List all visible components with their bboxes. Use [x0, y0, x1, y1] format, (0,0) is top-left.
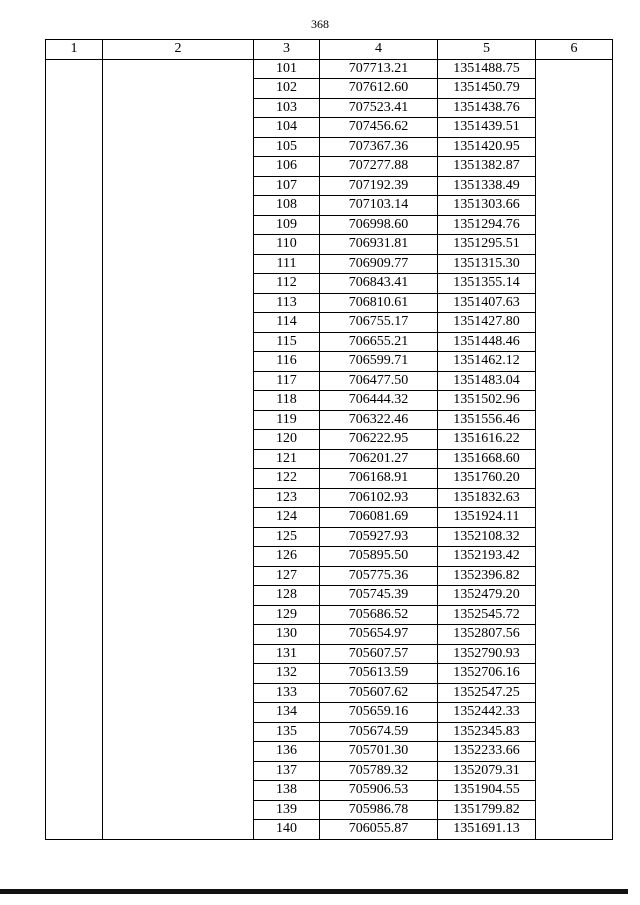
point-number-cell: 109	[254, 215, 320, 235]
y-coordinate-cell: 1352547.25	[438, 683, 536, 703]
x-coordinate-cell: 707192.39	[320, 176, 438, 196]
point-number-cell: 140	[254, 820, 320, 840]
x-coordinate-cell: 706755.17	[320, 313, 438, 333]
y-coordinate-cell: 1351295.51	[438, 235, 536, 255]
column-header-2: 2	[103, 40, 254, 60]
x-coordinate-cell: 706102.93	[320, 488, 438, 508]
point-number-cell: 123	[254, 488, 320, 508]
y-coordinate-cell: 1351691.13	[438, 820, 536, 840]
y-coordinate-cell: 1351315.30	[438, 254, 536, 274]
x-coordinate-cell: 705906.53	[320, 781, 438, 801]
point-number-cell: 124	[254, 508, 320, 528]
y-coordinate-cell: 1351488.75	[438, 59, 536, 79]
point-number-cell: 101	[254, 59, 320, 79]
point-number-cell: 138	[254, 781, 320, 801]
point-number-cell: 116	[254, 352, 320, 372]
x-coordinate-cell: 706843.41	[320, 274, 438, 294]
x-coordinate-cell: 706168.91	[320, 469, 438, 489]
point-number-cell: 131	[254, 644, 320, 664]
y-coordinate-cell: 1351462.12	[438, 352, 536, 372]
x-coordinate-cell: 705613.59	[320, 664, 438, 684]
x-coordinate-cell: 706998.60	[320, 215, 438, 235]
y-coordinate-cell: 1351799.82	[438, 800, 536, 820]
y-coordinate-cell: 1351294.76	[438, 215, 536, 235]
point-number-cell: 104	[254, 118, 320, 138]
point-number-cell: 134	[254, 703, 320, 723]
point-number-cell: 103	[254, 98, 320, 118]
y-coordinate-cell: 1351438.76	[438, 98, 536, 118]
x-coordinate-cell: 705927.93	[320, 527, 438, 547]
column-1-blank-cell	[46, 59, 103, 839]
x-coordinate-cell: 705607.57	[320, 644, 438, 664]
point-number-cell: 122	[254, 469, 320, 489]
column-header-6: 6	[536, 40, 613, 60]
point-number-cell: 121	[254, 449, 320, 469]
point-number-cell: 107	[254, 176, 320, 196]
y-coordinate-cell: 1351502.96	[438, 391, 536, 411]
point-number-cell: 128	[254, 586, 320, 606]
y-coordinate-cell: 1351427.80	[438, 313, 536, 333]
y-coordinate-cell: 1352442.33	[438, 703, 536, 723]
point-number-cell: 106	[254, 157, 320, 177]
x-coordinate-cell: 705775.36	[320, 566, 438, 586]
x-coordinate-cell: 706081.69	[320, 508, 438, 528]
y-coordinate-cell: 1352396.82	[438, 566, 536, 586]
x-coordinate-cell: 705674.59	[320, 722, 438, 742]
column-2-blank-cell	[103, 59, 254, 839]
x-coordinate-cell: 705607.62	[320, 683, 438, 703]
x-coordinate-cell: 707367.36	[320, 137, 438, 157]
y-coordinate-cell: 1352193.42	[438, 547, 536, 567]
x-coordinate-cell: 707713.21	[320, 59, 438, 79]
column-header-5: 5	[438, 40, 536, 60]
column-header-1: 1	[46, 40, 103, 60]
x-coordinate-cell: 707612.60	[320, 79, 438, 99]
y-coordinate-cell: 1352790.93	[438, 644, 536, 664]
point-number-cell: 136	[254, 742, 320, 762]
y-coordinate-cell: 1351303.66	[438, 196, 536, 216]
point-number-cell: 108	[254, 196, 320, 216]
y-coordinate-cell: 1352079.31	[438, 761, 536, 781]
point-number-cell: 137	[254, 761, 320, 781]
x-coordinate-cell: 705986.78	[320, 800, 438, 820]
x-coordinate-cell: 705659.16	[320, 703, 438, 723]
point-number-cell: 125	[254, 527, 320, 547]
point-number-cell: 114	[254, 313, 320, 333]
x-coordinate-cell: 705789.32	[320, 761, 438, 781]
header-row	[46, 40, 613, 60]
y-coordinate-cell: 1351439.51	[438, 118, 536, 138]
x-coordinate-cell: 705745.39	[320, 586, 438, 606]
x-coordinate-cell: 706477.50	[320, 371, 438, 391]
point-number-cell: 133	[254, 683, 320, 703]
column-header-3: 3	[254, 40, 320, 60]
y-coordinate-cell: 1351450.79	[438, 79, 536, 99]
y-coordinate-cell: 1351382.87	[438, 157, 536, 177]
y-coordinate-cell: 1351407.63	[438, 293, 536, 313]
y-coordinate-cell: 1352706.16	[438, 664, 536, 684]
y-coordinate-cell: 1352345.83	[438, 722, 536, 742]
y-coordinate-cell: 1351420.95	[438, 137, 536, 157]
y-coordinate-cell: 1351904.55	[438, 781, 536, 801]
point-number-cell: 120	[254, 430, 320, 450]
y-coordinate-cell: 1351760.20	[438, 469, 536, 489]
y-coordinate-cell: 1351338.49	[438, 176, 536, 196]
x-coordinate-cell: 707523.41	[320, 98, 438, 118]
x-coordinate-cell: 705895.50	[320, 547, 438, 567]
point-number-cell: 139	[254, 800, 320, 820]
x-coordinate-cell: 706444.32	[320, 391, 438, 411]
point-number-cell: 111	[254, 254, 320, 274]
x-coordinate-cell: 705654.97	[320, 625, 438, 645]
table-row	[46, 59, 613, 79]
x-coordinate-cell: 705686.52	[320, 605, 438, 625]
point-number-cell: 105	[254, 137, 320, 157]
point-number-cell: 126	[254, 547, 320, 567]
coordinates-table	[45, 39, 613, 840]
x-coordinate-cell: 707103.14	[320, 196, 438, 216]
y-coordinate-cell: 1352807.56	[438, 625, 536, 645]
column-header-4: 4	[320, 40, 438, 60]
y-coordinate-cell: 1351616.22	[438, 430, 536, 450]
x-coordinate-cell: 706655.21	[320, 332, 438, 352]
y-coordinate-cell: 1352108.32	[438, 527, 536, 547]
point-number-cell: 117	[254, 371, 320, 391]
x-coordinate-cell: 706222.95	[320, 430, 438, 450]
point-number-cell: 113	[254, 293, 320, 313]
y-coordinate-cell: 1351483.04	[438, 371, 536, 391]
y-coordinate-cell: 1352545.72	[438, 605, 536, 625]
point-number-cell: 130	[254, 625, 320, 645]
y-coordinate-cell: 1352479.20	[438, 586, 536, 606]
x-coordinate-cell: 706931.81	[320, 235, 438, 255]
y-coordinate-cell: 1352233.66	[438, 742, 536, 762]
point-number-cell: 127	[254, 566, 320, 586]
point-number-cell: 110	[254, 235, 320, 255]
table-header	[46, 40, 613, 60]
page-number: 368	[311, 17, 329, 31]
x-coordinate-cell: 706909.77	[320, 254, 438, 274]
x-coordinate-cell: 707277.88	[320, 157, 438, 177]
y-coordinate-cell: 1351668.60	[438, 449, 536, 469]
y-coordinate-cell: 1351832.63	[438, 488, 536, 508]
bottom-rule	[0, 889, 628, 894]
point-number-cell: 115	[254, 332, 320, 352]
y-coordinate-cell: 1351448.46	[438, 332, 536, 352]
point-number-cell: 118	[254, 391, 320, 411]
y-coordinate-cell: 1351924.11	[438, 508, 536, 528]
x-coordinate-cell: 706599.71	[320, 352, 438, 372]
x-coordinate-cell: 706055.87	[320, 820, 438, 840]
column-6-blank-cell	[536, 59, 613, 839]
point-number-cell: 129	[254, 605, 320, 625]
x-coordinate-cell: 706201.27	[320, 449, 438, 469]
point-number-cell: 102	[254, 79, 320, 99]
x-coordinate-cell: 707456.62	[320, 118, 438, 138]
point-number-cell: 135	[254, 722, 320, 742]
x-coordinate-cell: 706810.61	[320, 293, 438, 313]
table-body	[46, 59, 613, 839]
y-coordinate-cell: 1351355.14	[438, 274, 536, 294]
point-number-cell: 112	[254, 274, 320, 294]
y-coordinate-cell: 1351556.46	[438, 410, 536, 430]
point-number-cell: 132	[254, 664, 320, 684]
x-coordinate-cell: 705701.30	[320, 742, 438, 762]
point-number-cell: 119	[254, 410, 320, 430]
x-coordinate-cell: 706322.46	[320, 410, 438, 430]
